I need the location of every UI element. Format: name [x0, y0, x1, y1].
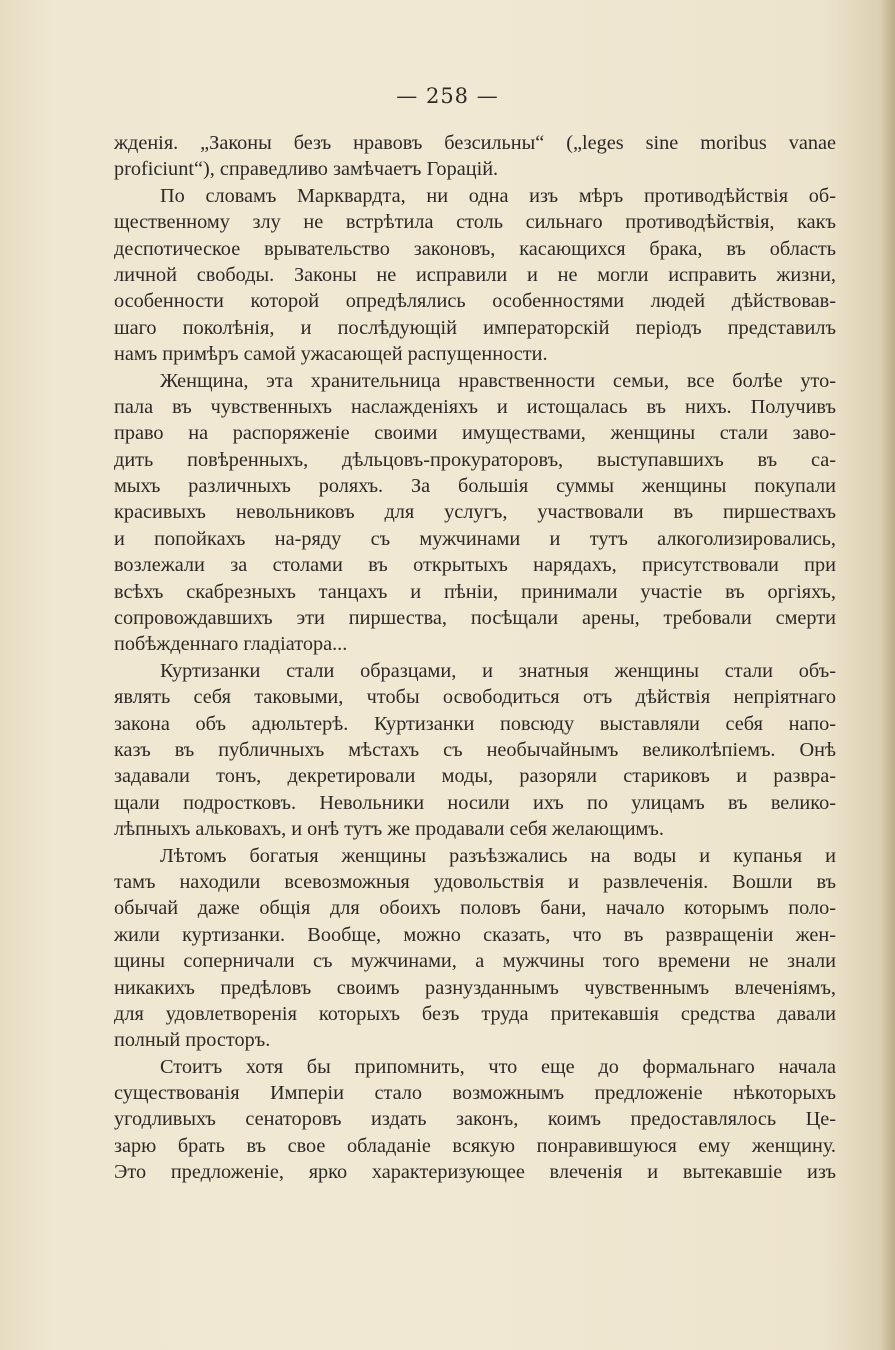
- text-line: и попойкахъ на-ряду съ мужчинами и тутъ алкоголизировались,: [114, 527, 836, 550]
- text-line: всѣхъ скабрезныхъ танцахъ и пѣніи, принимали участіе въ оргіяхъ,: [114, 580, 836, 603]
- text-line: жили куртизанки. Вообще, можно сказать, что въ развращеніи жен-: [114, 923, 836, 946]
- text-line: Стоитъ хотя бы припомнить, что еще до формальнаго начала: [160, 1055, 836, 1078]
- text-line: полный просторъ.: [114, 1029, 271, 1052]
- text-line: закона объ адюльтерѣ. Куртизанки повсюду выставляли себя напо-: [114, 712, 836, 735]
- text-line: зарю брать въ свое обладаніе всякую понравившуюся ему женщину.: [114, 1134, 836, 1157]
- text-line: Женщина, эта хранительница нравственности семьи, все болѣе уто-: [160, 369, 836, 392]
- text-line: щины соперничали съ мужчинами, а мужчины того времени не знали: [114, 950, 836, 973]
- text-line: жденія. „Законы безъ нравовъ безсильны“ („leges sine moribus vanae: [114, 132, 836, 154]
- text-line: казъ въ публичныхъ мѣстахъ съ необычайнымъ великолѣпіемъ. Онѣ: [114, 738, 836, 761]
- text-line: Куртизанки стали образцами, и знатныя женщины стали объ-: [160, 659, 836, 682]
- text-line: сопровождавшихъ эти пиршества, посѣщали арены, требовали смерти: [114, 607, 836, 630]
- text-line: для удовлетворенія которыхъ безъ труда притекавшія средства давали: [114, 1002, 836, 1025]
- text-line: никакихъ предѣловъ своимъ разнузданнымъ чувственнымъ влеченіямъ,: [114, 976, 836, 999]
- body-text: [114, 130, 836, 1186]
- text-line: пала въ чувственныхъ наслажденіяхъ и истощалась въ нихъ. Получивъ: [114, 395, 836, 418]
- text-line: лѣпныхъ альковахъ, и онѣ тутъ же продавали себя желающимъ.: [114, 818, 664, 841]
- text-line: шаго поколѣнія, и послѣдующій императорскій періодъ представилъ: [114, 316, 836, 339]
- text-line: угодливыхъ сенаторовъ издать законъ, коимъ предоставлялось Це-: [114, 1108, 836, 1131]
- text-line: личной свободы. Законы не исправили и не могли исправить жизни,: [114, 263, 836, 286]
- text-line: являть себя таковыми, чтобы освободиться отъ дѣйствія непріятнаго: [114, 686, 836, 709]
- text-line: деспотическое врывательство законовъ, касающихся брака, въ область: [114, 237, 836, 260]
- text-line: намъ примѣръ самой ужасающей распущенности.: [114, 343, 548, 366]
- text-line: возлежали за столами въ открытыхъ нарядахъ, присутствовали при: [114, 554, 836, 577]
- text-line: мыхъ различныхъ роляхъ. За большія суммы женщины покупали: [114, 475, 836, 498]
- text-line: побѣжденнаго гладіатора...: [114, 633, 348, 656]
- text-line: задавали тонъ, декретировали моды, разоряли стариковъ и развра-: [114, 765, 836, 788]
- text-line: обычай даже общія для обоихъ половъ бани, начало которымъ поло-: [114, 897, 836, 920]
- text-line: особенности которой опредѣлялись особенностями людей дѣйствовав-: [114, 290, 836, 313]
- text-line: Лѣтомъ богатыя женщины разъѣзжались на воды и купанья и: [160, 844, 836, 867]
- text-line: proficiunt“), справедливо замѣчаетъ Горацій.: [114, 158, 499, 181]
- text-line: красивыхъ невольниковъ для услугъ, участвовали въ пиршествахъ: [114, 501, 836, 524]
- text-line: щественному злу не встрѣтила столь сильнаго противодѣйствія, какъ: [114, 211, 836, 234]
- text-line: право на распоряженіе своими имуществами, женщины стали заво-: [114, 422, 836, 445]
- text-line: дить повѣренныхъ, дѣльцовъ-прокураторовъ, выступавшихъ въ са-: [114, 448, 836, 471]
- text-line: существованія Имперіи стало возможнымъ предложеніе нѣкоторыхъ: [114, 1082, 836, 1105]
- page-edge-shadow: [881, 0, 895, 1350]
- page-number: — 258 —: [396, 84, 499, 108]
- text-line: щали подростковъ. Невольники носили ихъ по улицамъ въ велико-: [114, 791, 836, 814]
- text-line: Это предложеніе, ярко характеризующее влеченія и вытекавшіе изъ: [114, 1161, 836, 1184]
- text-line: По словамъ Марквардта, ни одна изъ мѣръ противодѣйствія об-: [160, 184, 836, 207]
- text-line: тамъ находили всевозможныя удовольствія и развлеченія. Вошли въ: [114, 870, 836, 893]
